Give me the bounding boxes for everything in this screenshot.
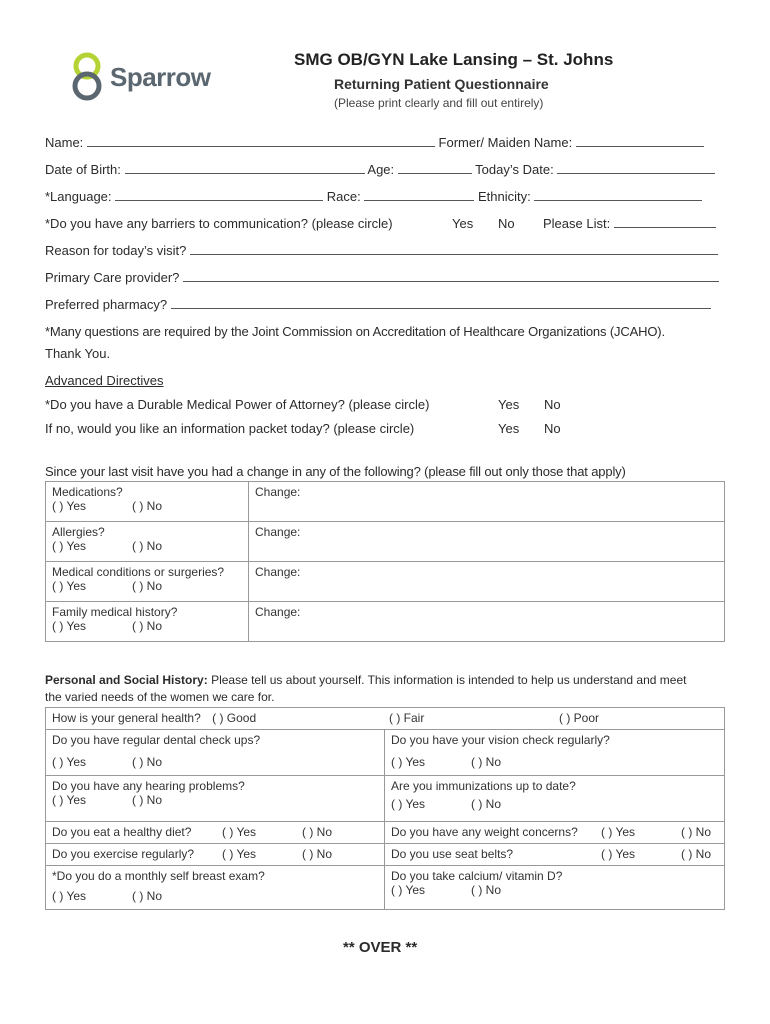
advanced-directives-heading: Advanced Directives (45, 373, 164, 388)
reason-row (45, 243, 718, 258)
over-footer: ** OVER ** (343, 939, 418, 956)
table-row (46, 482, 725, 522)
breast-exam-question: *Do you do a monthly self breast exam? (52, 869, 265, 883)
table-row (46, 730, 725, 776)
table-row (46, 866, 725, 910)
no-checkbox[interactable]: ( ) No (132, 889, 162, 903)
yes-checkbox[interactable]: ( ) Yes (52, 579, 87, 593)
personal-intro (45, 673, 686, 687)
maiden-field[interactable] (576, 145, 704, 147)
no-checkbox[interactable]: ( ) No (132, 755, 162, 769)
pcp-label: Primary Care provider? (45, 270, 180, 285)
language-row (45, 189, 702, 204)
change-field[interactable] (249, 522, 725, 562)
fair-checkbox[interactable]: ( ) Fair (389, 711, 425, 725)
table-row (46, 602, 725, 642)
language-field[interactable] (115, 199, 323, 201)
vision-question: Do you have your vision check regularly? (391, 733, 610, 747)
change-label: Change: (255, 525, 301, 539)
yes-checkbox[interactable]: ( ) Yes (601, 847, 636, 861)
yes-checkbox[interactable]: ( ) Yes (222, 847, 257, 861)
poa-yes[interactable]: Yes (498, 397, 520, 412)
table-row (46, 822, 725, 844)
change-item-label: Medications? (52, 485, 123, 499)
poa-no[interactable]: No (544, 397, 561, 412)
packet-question: If no, would you like an information packet today? (please circle) (45, 421, 415, 436)
table-row (46, 844, 725, 866)
form-instructions: (Please print clearly and fill out entirely) (334, 96, 544, 110)
race-label: Race: (326, 189, 361, 204)
change-field[interactable] (249, 602, 725, 642)
change-field[interactable] (249, 562, 725, 602)
please-list-field[interactable] (614, 226, 716, 228)
no-checkbox[interactable]: ( ) No (302, 825, 332, 839)
change-label: Change: (255, 565, 301, 579)
yes-checkbox[interactable]: ( ) Yes (391, 755, 426, 769)
pcp-row (45, 270, 719, 285)
no-checkbox[interactable]: ( ) No (132, 619, 162, 633)
no-checkbox[interactable]: ( ) No (132, 539, 162, 553)
reason-label: Reason for today’s visit? (45, 243, 187, 258)
table-row (46, 708, 725, 730)
jcaho-note-line2: Thank You. (45, 346, 111, 361)
today-field[interactable] (557, 172, 715, 174)
change-item-label: Allergies? (52, 525, 105, 539)
sparrow-logo-icon (70, 52, 104, 102)
please-list-row (543, 216, 716, 231)
good-checkbox[interactable]: ( ) Good (212, 711, 257, 725)
exercise-question: Do you exercise regularly? (52, 847, 195, 861)
no-checkbox[interactable]: ( ) No (302, 847, 332, 861)
barriers-yes[interactable]: Yes (452, 216, 474, 231)
hearing-question: Do you have any hearing problems? (52, 779, 245, 793)
name-field[interactable] (87, 145, 435, 147)
reason-field[interactable] (190, 253, 718, 255)
change-item-label: Medical conditions or surgeries? (52, 565, 225, 579)
change-label: Change: (255, 485, 301, 499)
general-health-question: How is your general health? (52, 711, 201, 725)
table-row (46, 522, 725, 562)
weight-question: Do you have any weight concerns? (391, 825, 578, 839)
packet-yes[interactable]: Yes (498, 421, 520, 436)
race-field[interactable] (364, 199, 474, 201)
poor-checkbox[interactable]: ( ) Poor (559, 711, 600, 725)
name-row (45, 135, 704, 150)
changes-intro: Since your last visit have you had a change in any of the following? (please fill out only those that apply) (45, 464, 626, 479)
personal-intro-line2: the varied needs of the women we care for. (45, 690, 275, 704)
no-checkbox[interactable]: ( ) No (132, 579, 162, 593)
calcium-question: Do you take calcium/ vitamin D? (391, 869, 563, 883)
logo-text: Sparrow (110, 62, 211, 92)
poa-question: *Do you have a Durable Medical Power of Attorney? (please circle) (45, 397, 430, 412)
diet-question: Do you eat a healthy diet? (52, 825, 192, 839)
dob-row (45, 162, 715, 177)
table-row (46, 562, 725, 602)
no-checkbox[interactable]: ( ) No (471, 797, 501, 811)
barriers-no[interactable]: No (498, 216, 515, 231)
immunizations-question: Are you immunizations up to date? (391, 779, 576, 793)
ethnicity-field[interactable] (534, 199, 702, 201)
no-checkbox[interactable]: ( ) No (471, 883, 501, 897)
form-title: SMG OB/GYN Lake Lansing – St. Johns (294, 50, 614, 69)
yes-checkbox[interactable]: ( ) Yes (222, 825, 257, 839)
dob-field[interactable] (125, 172, 365, 174)
no-checkbox[interactable]: ( ) No (132, 499, 162, 513)
ethnicity-label: Ethnicity: (477, 189, 531, 204)
age-label: Age: (367, 162, 395, 177)
age-field[interactable] (398, 172, 472, 174)
name-label: Name: (45, 135, 84, 150)
personal-heading: Personal and Social History: (45, 673, 208, 687)
dob-label: Date of Birth: (45, 162, 121, 177)
change-label: Change: (255, 605, 301, 619)
personal-intro-text: Please tell us about yourself. This information is intended to help us understand and meet (211, 673, 687, 687)
no-checkbox[interactable]: ( ) No (471, 755, 501, 769)
pharmacy-field[interactable] (171, 307, 711, 309)
pcp-field[interactable] (183, 280, 719, 282)
yes-checkbox[interactable]: ( ) Yes (52, 499, 87, 513)
barriers-question: *Do you have any barriers to communication? (please circle) (45, 216, 393, 231)
pharmacy-row (45, 297, 711, 312)
packet-no[interactable]: No (544, 421, 561, 436)
seatbelts-question: Do you use seat belts? (391, 847, 514, 861)
sparrow-logo (70, 52, 220, 104)
dental-question: Do you have regular dental check ups? (52, 733, 261, 747)
today-label: Today’s Date: (475, 162, 554, 177)
change-item-label: Family medical history? (52, 605, 178, 619)
yes-checkbox[interactable]: ( ) Yes (391, 883, 426, 897)
no-checkbox[interactable]: ( ) No (132, 793, 162, 807)
yes-checkbox[interactable]: ( ) Yes (601, 825, 636, 839)
yes-checkbox[interactable]: ( ) Yes (52, 755, 87, 769)
personal-table (45, 707, 725, 910)
no-checkbox[interactable]: ( ) No (681, 825, 711, 839)
pharmacy-label: Preferred pharmacy? (45, 297, 168, 312)
maiden-label: Former/ Maiden Name: (438, 135, 573, 150)
yes-checkbox[interactable]: ( ) Yes (52, 539, 87, 553)
changes-table (45, 481, 725, 642)
yes-checkbox[interactable]: ( ) Yes (52, 793, 87, 807)
yes-checkbox[interactable]: ( ) Yes (52, 619, 87, 633)
language-label: *Language: (45, 189, 112, 204)
change-field[interactable] (249, 482, 725, 522)
yes-checkbox[interactable]: ( ) Yes (52, 889, 87, 903)
please-list-label: Please List: (543, 216, 611, 231)
form-subtitle: Returning Patient Questionnaire (334, 76, 549, 92)
table-row (46, 776, 725, 822)
jcaho-note-line1: *Many questions are required by the Joint Commission on Accreditation of Healthcare Organizations (JCAHO). (45, 324, 665, 339)
no-checkbox[interactable]: ( ) No (681, 847, 711, 861)
yes-checkbox[interactable]: ( ) Yes (391, 797, 426, 811)
